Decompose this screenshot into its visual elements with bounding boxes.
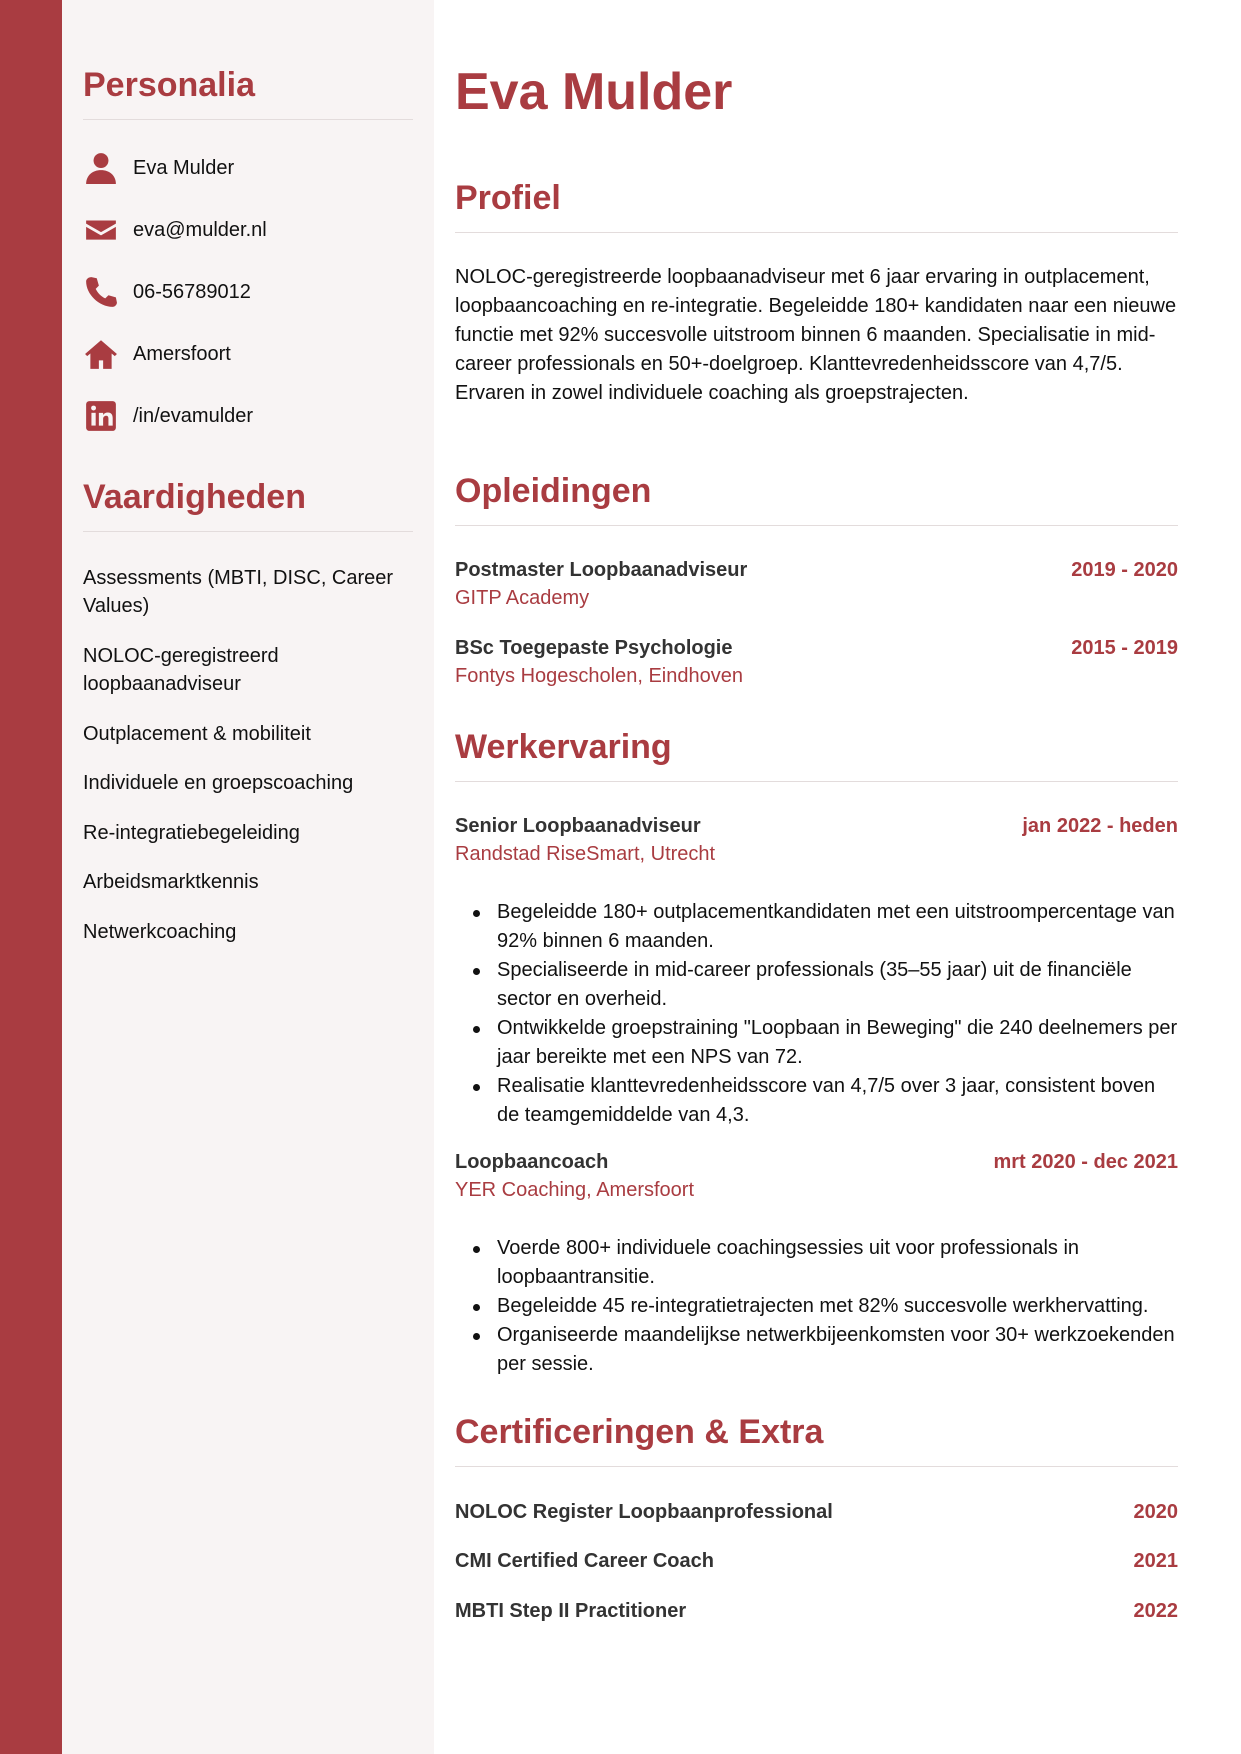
job-bullet: Realisatie klanttevredenheidsscore van 4,7/5 over 3 jaar, consistent boven de teamgemiddelde van 4,3. [497, 1072, 1178, 1130]
skills-heading: Vaardigheden [83, 478, 413, 532]
job-dates: jan 2022 - heden [1022, 815, 1178, 837]
education-title: BSc Toegepaste Psychologie [455, 637, 733, 659]
contact-phone [83, 272, 413, 312]
cert-title: MBTI Step II Practitioner [455, 1600, 687, 1622]
cert-row [455, 1501, 1178, 1531]
job-title: Loopbaancoach [455, 1151, 609, 1173]
contact-location [83, 334, 413, 374]
work-heading: Werkervaring [455, 728, 1178, 782]
skill-item: Netwerkcoaching [83, 921, 237, 943]
accent-stripe [0, 0, 62, 1754]
personalia-heading: Personalia [83, 66, 413, 120]
skill-item: Re-integratiebegeleiding [83, 822, 300, 844]
job-dates: mrt 2020 - dec 2021 [993, 1151, 1178, 1173]
phone-icon [83, 274, 119, 310]
sidebar [62, 0, 434, 1754]
job-bullet: Ontwikkelde groepstraining "Loopbaan in Beweging" die 240 deelnemers per jaar bereikte met een NPS van 72. [497, 1014, 1178, 1072]
contact-name [83, 148, 413, 188]
job-bullets [455, 898, 1178, 1130]
skill-item: Outplacement & mobiliteit [83, 723, 311, 745]
job-employer: Randstad RiseSmart, Utrecht [455, 843, 716, 865]
profile-text: NOLOC-geregistreerde loopbaanadviseur met 6 jaar ervaring in outplacement, loopbaancoaching en re-integratie. Begeleidde 180+ kandidaten naar een nieuwe functie met 92% succesvolle uitstroom binnen 6 maanden. Specialisatie in mid-career professionals en 50+-doelgroep. Klanttevredenheidsscore van 4,7/5. Ervaren in zowel individuele coaching als groepstrajecten. [455, 266, 1177, 404]
job-title: Senior Loopbaanadviseur [455, 815, 701, 837]
education-dates: 2019 - 2020 [1071, 559, 1178, 581]
cert-year: 2022 [1133, 1600, 1178, 1622]
contact-location-text: Amersfoort [133, 342, 231, 365]
education-institution: Fontys Hogescholen, Eindhoven [455, 665, 743, 687]
job-bullet: Begeleidde 45 re-integratietrajecten met 82% succesvolle werkhervatting. [497, 1292, 1178, 1321]
cert-row [455, 1600, 1178, 1630]
envelope-icon [83, 212, 119, 248]
job-bullets [455, 1234, 1178, 1379]
education-heading: Opleidingen [455, 472, 1178, 526]
home-icon [83, 336, 119, 372]
job-bullet: Begeleidde 180+ outplacementkandidaten met een uitstroompercentage van 92% binnen 6 maanden. [497, 898, 1178, 956]
job-row [455, 815, 1178, 845]
skill-item: Arbeidsmarktkennis [83, 871, 259, 893]
contact-name-text: Eva Mulder [133, 156, 235, 179]
education-row [455, 637, 1178, 667]
cert-year: 2020 [1133, 1501, 1178, 1523]
contact-linkedin [83, 396, 413, 436]
contact-phone-text[interactable]: 06-56789012 [133, 280, 251, 303]
job-bullet: Organiseerde maandelijkse netwerkbijeenkomsten voor 30+ werkzoekenden per sessie. [497, 1321, 1178, 1379]
job-row [455, 1151, 1178, 1181]
certifications-heading: Certificeringen & Extra [455, 1413, 1178, 1467]
education-dates: 2015 - 2019 [1071, 637, 1178, 659]
cert-title: NOLOC Register Loopbaanprofessional [455, 1501, 833, 1523]
education-row [455, 559, 1178, 589]
contact-email [83, 210, 413, 250]
cert-row [455, 1550, 1178, 1580]
job-employer: YER Coaching, Amersfoort [455, 1179, 694, 1201]
profile-heading: Profiel [455, 179, 1178, 233]
contact-linkedin-text[interactable]: /in/evamulder [133, 404, 254, 427]
linkedin-icon [83, 398, 119, 434]
job-bullet: Voerde 800+ individuele coachingsessies uit voor professionals in loopbaantransitie. [497, 1234, 1178, 1292]
user-icon [83, 150, 119, 186]
skill-item: Assessments (MBTI, DISC, Career Values) [83, 567, 394, 617]
cert-title: CMI Certified Career Coach [455, 1550, 714, 1572]
job-bullet: Specialiseerde in mid-career professionals (35–55 jaar) uit de financiële sector en overheid. [497, 956, 1178, 1014]
education-institution: GITP Academy [455, 587, 590, 609]
skill-item: Individuele en groepscoaching [83, 772, 354, 794]
education-title: Postmaster Loopbaanadviseur [455, 559, 748, 581]
contact-email-text[interactable]: eva@mulder.nl [133, 218, 267, 241]
cert-year: 2021 [1133, 1550, 1178, 1572]
candidate-name: Eva Mulder [455, 63, 733, 121]
skill-item: NOLOC-geregistreerd loopbaanadviseur [83, 645, 279, 695]
